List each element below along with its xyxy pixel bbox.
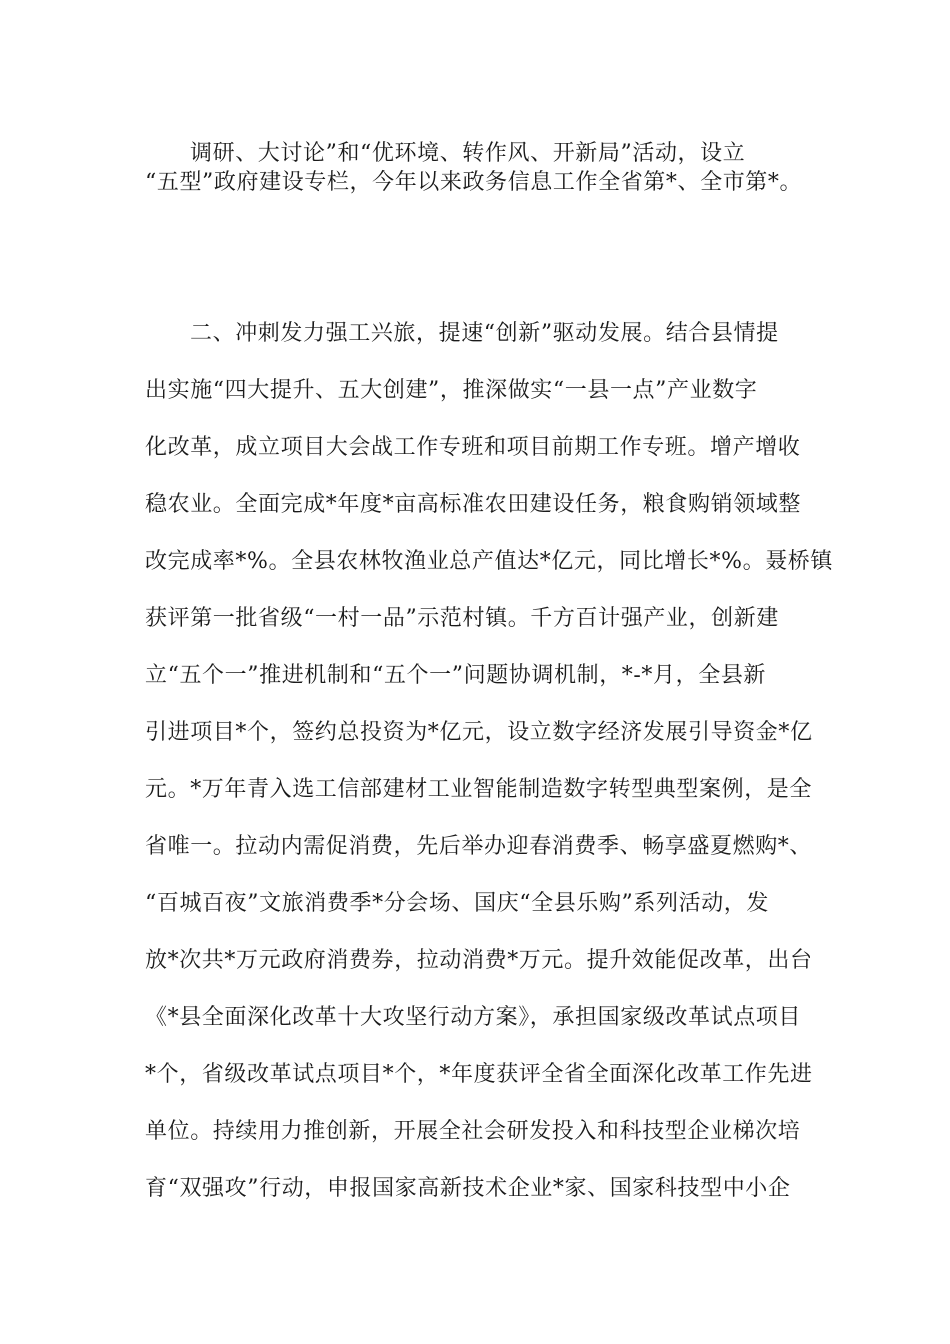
text-line: 化改革，成立项目大会战工作专班和项目前期工作专班。增产增收 (145, 435, 801, 460)
text-line: 育“双强攻”行动，申报国家高新技术企业*家、国家科技型中小企 (145, 1176, 791, 1201)
text-line: “五型”政府建设专栏，今年以来政务信息工作全省第*、全市第*。 (145, 170, 803, 195)
text-line: 单位。持续用力推创新，开展全社会研发投入和科技型企业梯次培 (145, 1119, 801, 1144)
paragraph-heading-line: 二、冲刺发力强工兴旅，提速“创新”驱动发展。结合县情提 (190, 321, 779, 346)
text-line: “百城百夜”文旅消费季*分会场、国庆“全县乐购”系列活动，发 (145, 891, 769, 916)
text-line: 调研、大讨论”和“优环境、转作风、开新局”活动，设立 (190, 141, 746, 166)
text-line: 放*次共*万元政府消费券，拉动消费*万元。提升效能促改革，出台 (145, 948, 813, 973)
text-line: 元。*万年青入选工信部建材工业智能制造数字转型典型案例，是全 (145, 777, 813, 802)
text-line: 出实施“四大提升、五大创建”，推深做实“一县一点”产业数字 (145, 378, 758, 403)
text-line: 《*县全面深化改革十大攻坚行动方案》，承担国家级改革试点项目 (145, 1005, 802, 1030)
text-line: *个，省级改革试点项目*个，*年度获评全省全面深化改革工作先进 (145, 1062, 813, 1087)
text-line: 引进项目*个，签约总投资为*亿元，设立数字经济发展引导资金*亿 (145, 720, 813, 745)
text-line: 改完成率*%。全县农林牧渔业总产值达*亿元，同比增长*%。聂桥镇 (145, 549, 834, 574)
text-line: 获评第一批省级“一村一品”示范村镇。千方百计强产业，创新建 (145, 606, 779, 631)
text-line: 省唯一。拉动内需促消费，先后举办迎春消费季、畅享盛夏燃购*、 (145, 834, 813, 859)
text-line: 立“五个一”推进机制和“五个一”问题协调机制，*-*月，全县新 (145, 663, 767, 688)
text-line: 稳农业。全面完成*年度*亩高标准农田建设任务，粮食购销领域整 (145, 492, 802, 517)
